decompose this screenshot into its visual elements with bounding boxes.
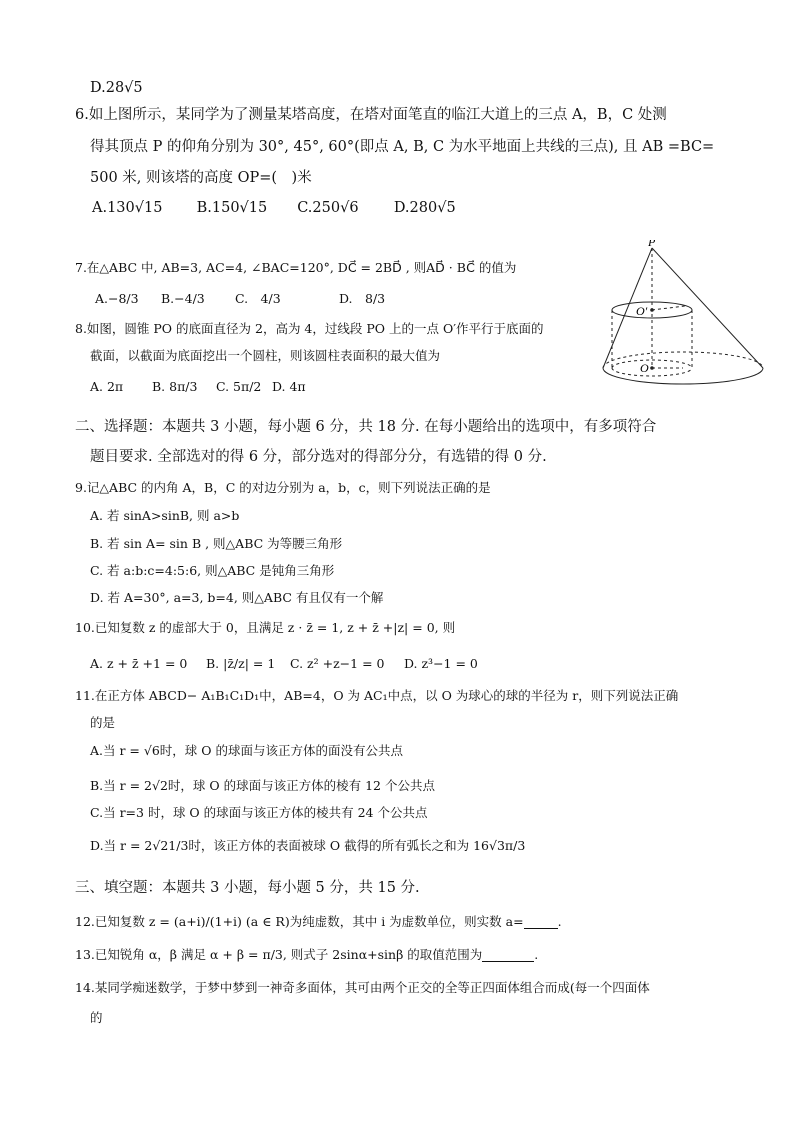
label-p: P	[648, 240, 656, 249]
q13-stem: 13.已知锐角 α，β 满足 α + β = π/3, 则式子 2sinα+sinβ 的取值范围为 .	[75, 947, 539, 962]
q6-option-d: D.280√5	[393, 200, 456, 216]
q8-option-d: D. 4π	[271, 379, 306, 394]
q6-option-c: C.250√6	[297, 200, 359, 216]
q7-options	[95, 291, 385, 306]
q6-option-a: A.130√15	[92, 200, 163, 216]
q12-answer-blank[interactable]	[524, 915, 558, 929]
q10-option-d: D. z³−1 = 0	[403, 656, 478, 671]
q7-option-d: D. 8/3	[338, 291, 386, 306]
label-o: O	[640, 361, 649, 375]
q7-stem: 7.在△ABC 中, AB=3, AC=4, ∠BAC=120°, DC⃗ = 2BD⃗ , 则AD⃗ · BC⃗ 的值为	[75, 260, 517, 275]
q10-stem: 10.已知复数 z 的虚部大于 0，且满足 z · z̄ = 1, z + z̄ +|z| = 0, 则	[75, 620, 456, 635]
q14-stem-line2: 的	[90, 1010, 103, 1025]
section-radius	[652, 306, 685, 310]
q8-options	[90, 379, 306, 394]
q6-option-b: B.150√15	[196, 200, 268, 216]
base-ellipse-back	[603, 352, 763, 368]
q10-option-c: C. z² +z−1 = 0	[289, 656, 385, 671]
q13-answer-blank[interactable]	[482, 948, 534, 962]
q6-stem-line3: 500 米, 则该塔的高度 OP=( )米	[90, 170, 312, 186]
q11-option-d: D.当 r = 2√21/3时，该正方体的表面被球 O 截得的所有弧长之和为 16√3π/3	[90, 838, 526, 853]
q9-option-d: D. 若 A=30°, a=3, b=4, 则△ABC 有且仅有一个解	[90, 590, 384, 605]
q8-stem-line2: 截面，以截面为底面挖出一个圆柱，则该圆柱表面积的最大值为	[90, 348, 441, 363]
q7-option-a: A.−8/3	[95, 291, 139, 306]
q8-option-b: B. 8π/3	[151, 379, 198, 394]
label-o-prime: O′	[636, 304, 648, 318]
q10-option-b: B. |z̄/z| = 1	[205, 656, 276, 671]
cone-right-edge	[652, 248, 763, 368]
q13-text: 13.已知锐角 α，β 满足 α + β = π/3, 则式子 2sinα+sinβ 的取值范围为	[75, 947, 483, 962]
q5-option-d: D.28√5	[90, 80, 143, 96]
section2-heading-line2: 题目要求. 全部选对的得 6 分，部分选对的得部分分，有选错的得 0 分.	[90, 449, 547, 465]
q7-option-c: C. 4/3	[234, 291, 281, 306]
section2-heading-line1: 二、选择题：本题共 3 小题，每小题 6 分，共 18 分. 在每小题给出的选项中，有多项符合	[75, 419, 657, 435]
q6-stem-line2: 得其顶点 P 的仰角分别为 30°, 45°, 60°(即点 A, B, C 为水平地面上共线的三点), 且 AB =BC=	[90, 139, 715, 155]
section3-heading: 三、填空题：本题共 3 小题，每小题 5 分，共 15 分.	[75, 880, 420, 896]
q11-stem-line1: 11.在正方体 ABCD− A₁B₁C₁D₁中，AB=4，O 为 AC₁中点，以 O 为球心的球的半径为 r，则下列说法正确	[75, 688, 679, 703]
q8-option-a: A. 2π	[90, 379, 124, 394]
q12-stem: 12.已知复数 z = (a+i)/(1+i) (a ∈ R)为纯虚数，其中 i 为虚数单位，则实数 a= .	[75, 914, 562, 929]
q6-options	[92, 200, 456, 217]
q9-option-c: C. 若 a:b:c=4:5:6, 则△ABC 是钝角三角形	[90, 563, 335, 578]
q11-option-b: B.当 r = 2√2时，球 O 的球面与该正方体的棱有 12 个公共点	[90, 778, 435, 793]
base-ellipse-front	[603, 368, 763, 384]
q9-option-a: A. 若 sinA>sinB, 则 a>b	[90, 508, 240, 523]
q12-text: 12.已知复数 z = (a+i)/(1+i) (a ∈ R)为纯虚数，其中 i 为虚数单位，则实数 a=	[75, 914, 524, 929]
q10-option-a: A. z + z̄ +1 = 0	[90, 656, 188, 671]
point-o-prime	[650, 308, 654, 312]
q7-option-b: B.−4/3	[160, 291, 205, 306]
q6-stem-line1: 6.如上图所示，某同学为了测量某塔高度，在塔对面笔直的临江大道上的三点 A，B，C 处测	[75, 107, 667, 123]
q14-stem-line1: 14.某同学痴迷数学，于梦中梦到一神奇多面体，其可由两个正交的全等正四面体组合而成(每一个四面体	[75, 980, 650, 995]
cone-figure	[595, 240, 773, 390]
q9-option-b: B. 若 sin A= sin B , 则△ABC 为等腰三角形	[90, 536, 343, 551]
q9-stem: 9.记△ABC 的内角 A，B，C 的对边分别为 a，b，c，则下列说法正确的是	[75, 480, 491, 495]
q11-stem-line2: 的是	[90, 715, 116, 730]
q8-option-c: C. 5π/2	[215, 379, 262, 394]
q11-option-a: A.当 r = √6时，球 O 的球面与该正方体的面没有公共点	[90, 743, 403, 758]
q11-option-c: C.当 r=3 时，球 O 的球面与该正方体的棱共有 24 个公共点	[90, 805, 428, 820]
cone-diagram	[595, 240, 773, 390]
q10-options	[90, 656, 478, 671]
point-o	[650, 366, 654, 370]
q8-stem-line1: 8.如图，圆锥 PO 的底面直径为 2，高为 4，过线段 PO 上的一点 O′作平行于底面的	[75, 321, 544, 336]
